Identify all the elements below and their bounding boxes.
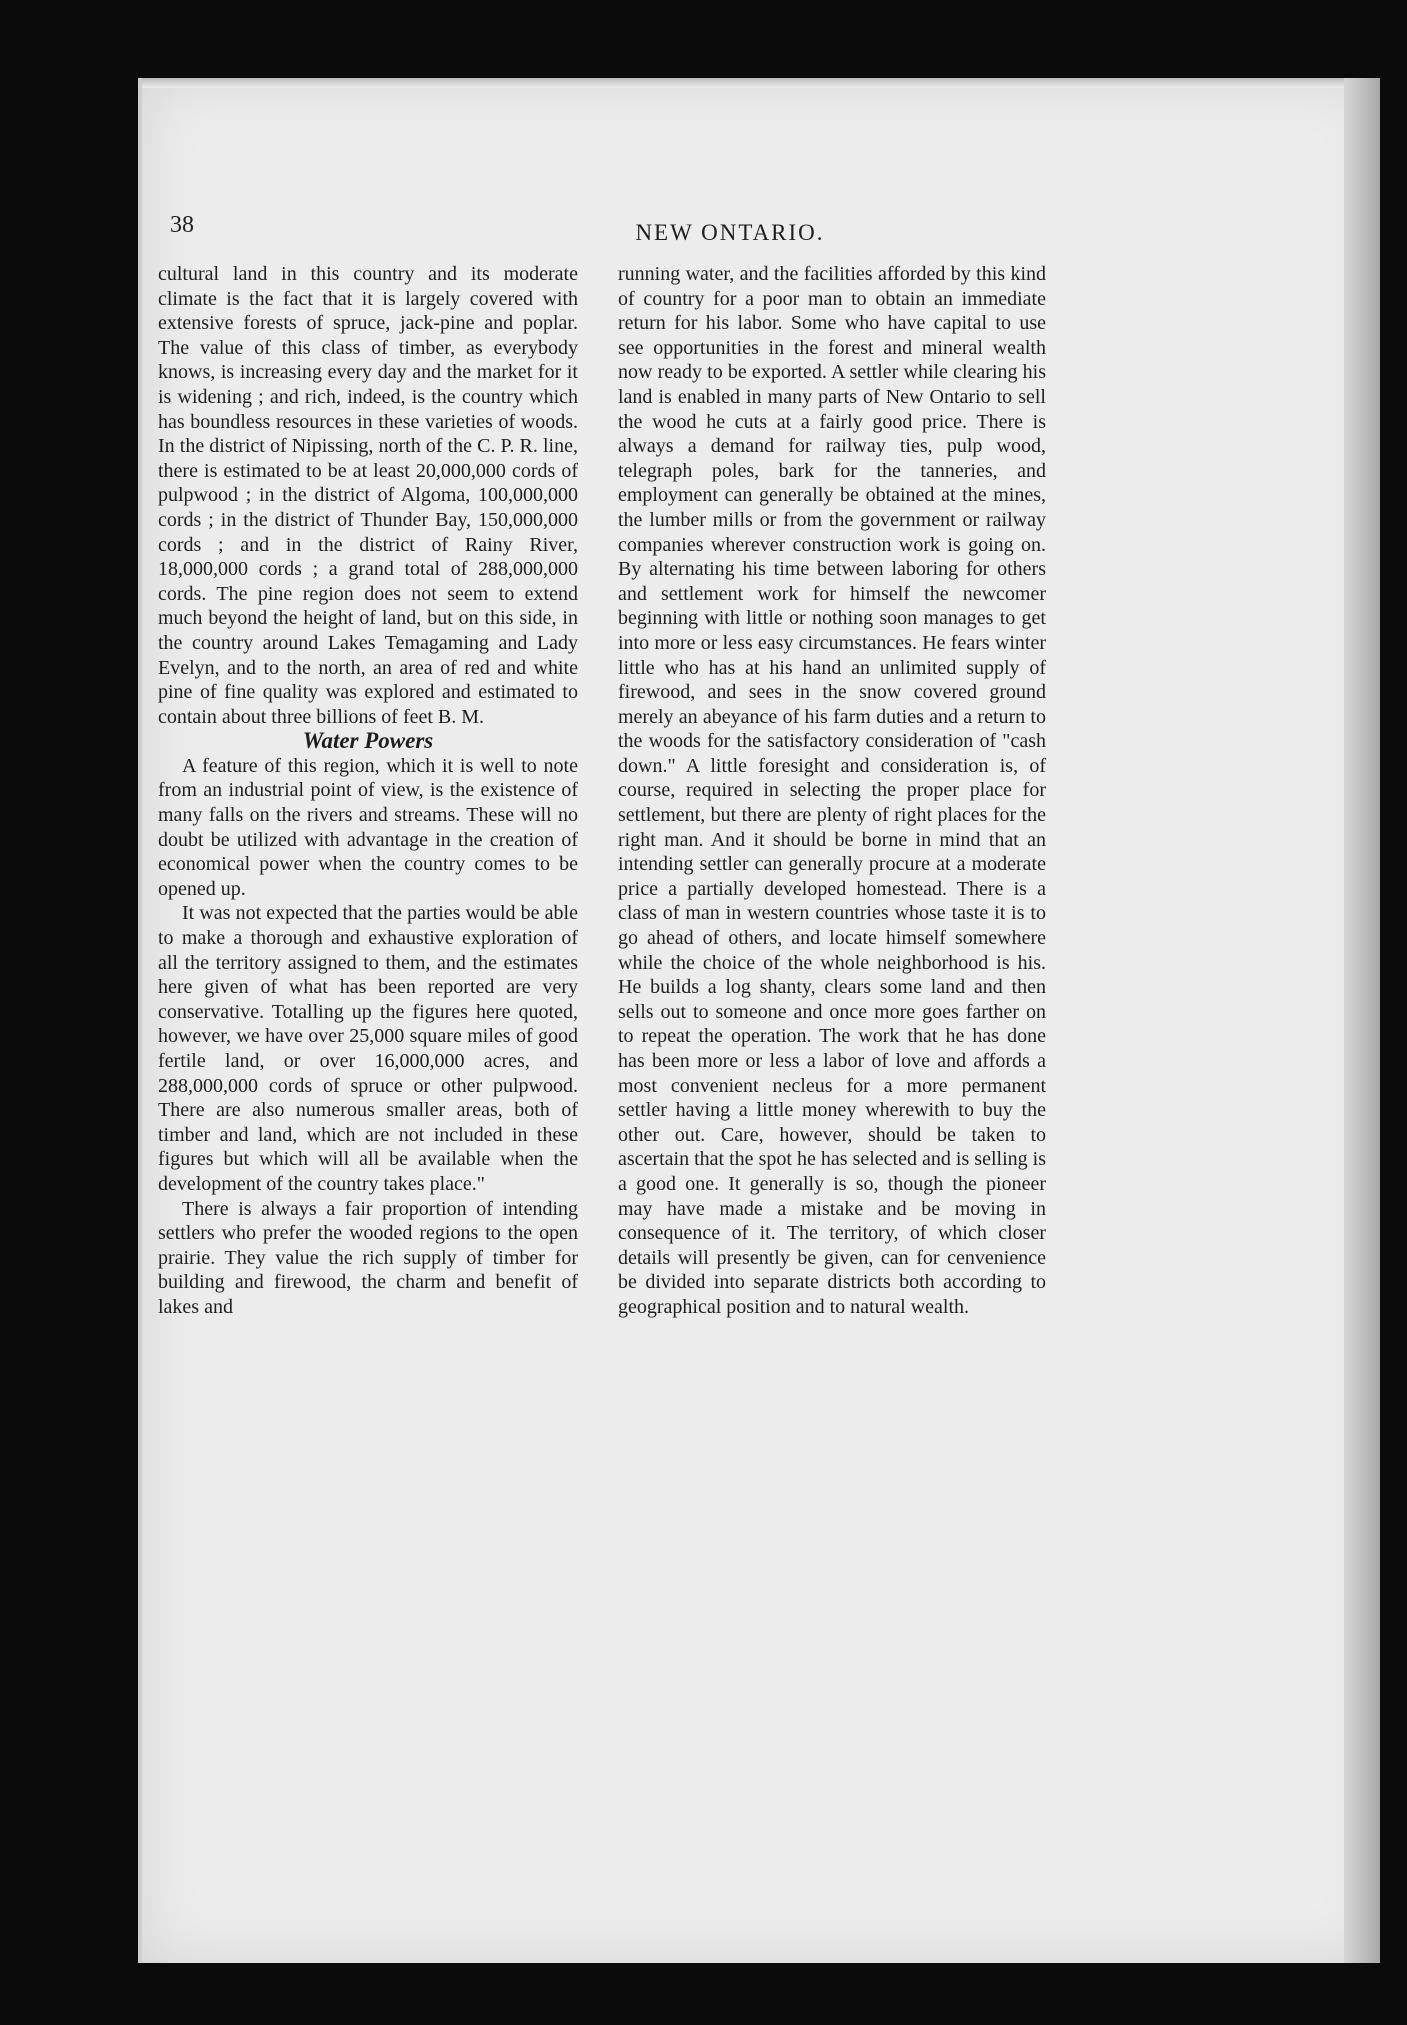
page-number: 38 bbox=[170, 212, 194, 238]
section-heading-water-powers: Water Powers bbox=[302, 728, 434, 754]
paragraph-timber: cultural land in this country and its moderate climate is the fact that it is largely covered with extensive forests of spruce, jack-pine and poplar. The value of this class of timber, as everybody knows, is increasing every day and the market for it is widening ; and rich, indeed, is the country which has boundless resources in these varieties of woods. In the district of Nipissing, north of the C. P. R. line, there is estimated to be at least 20,000,000 cords of pulpwood ; in the district of Algoma, 100,000,000 cords ; in the district of Thunder Bay, 150,000,000 cords ; and in the district of Rainy River, 18,000,000 cords ; a grand total of 288,000,000 cords. The pine region does not seem to extend much beyond the height of land, but on this side, in the country around Lakes Temagaming and Lady Evelyn, and to the north, an area of red and white pine of fine quality was explored and estimated to contain about three billions of feet B. M. bbox=[158, 263, 578, 728]
paragraph-water-powers: A feature of this region, which it is well to note from an industrial point of view, is the existence of many falls on the rivers and streams. These will no doubt be utilized with advantage in the creation of economical power when the country comes to be opened up. bbox=[158, 754, 578, 900]
running-title: NEW ONTARIO. bbox=[635, 220, 825, 245]
right-column bbox=[618, 262, 1046, 1320]
page-right-edge bbox=[1344, 78, 1380, 1963]
paragraph-settlers: There is always a fair proportion of intending settlers who prefer the wooded regions to the open prairie. They value the rich supply of timber for building and firewood, the charm and benefit of lakes and bbox=[158, 1197, 578, 1318]
page-top-edge bbox=[142, 78, 1380, 88]
paragraph-estimates: It was not expected that the parties would be able to make a thorough and exhaustive exploration of all the territory assigned to them, and the estimates here given of what has been reported are very conservative. Totalling up the figures here quoted, however, we have over 25,000 square miles of good fertile land, or over 16,000,000 acres, and 288,000,000 cords of spruce or other pulpwood. There are also numerous smaller areas, both of timber and land, which are not included in these figures but which will all be available when the development of the country takes place." bbox=[158, 902, 578, 1195]
left-column bbox=[158, 262, 578, 1320]
paragraph-settler-opportunities: running water, and the facilities afforded by this kind of country for a poor man to obtain an immediate return for his labor. Some who have capital to use see opportunities in the forest and mineral wealth now ready to be exported. A settler while clearing his land is enabled in many parts of New Ontario to sell the wood he cuts at a fairly good price. There is always a demand for railway ties, pulp wood, telegraph poles, bark for the tanneries, and employment can generally be obtained at the mines, the lumber mills or from the government or railway companies wherever construction work is going on. By alternating his time between laboring for others and settlement work for himself the newcomer beginning with little or nothing soon manages to get into more or less easy circumstances. He fears winter little who has at his hand an unlimited supply of firewood, and sees in the snow covered ground merely an abeyance of his farm duties and a return to the woods for the satisfactory consideration of "cash down." A little foresight and consideration is, of course, required in selecting the proper place for settlement, but there are plenty of right places for the right man. And it should be borne in mind that an intending settler can generally procure at a moderate price a partially developed homestead. There is a class of man in western countries whose taste it is to go ahead of others, and locate himself somewhere while the choice of the whole neighborhood is his. He builds a log shanty, clears some land and then sells out to someone and once more goes farther on to repeat the operation. The work that he has done has been more or less a labor of love and affords a most convenient necleus for a more permanent settler having a little money wherewith to buy the other out. Care, however, should be taken to ascertain that the spot he has selected and is selling is a good one. It generally is so, though the pioneer may have made a mistake and be moving in consequence of it. The territory, of which closer details will presently be given, can for cenvenience be divided into separate districts both according to geographical position and to natural wealth. bbox=[618, 263, 1046, 1318]
